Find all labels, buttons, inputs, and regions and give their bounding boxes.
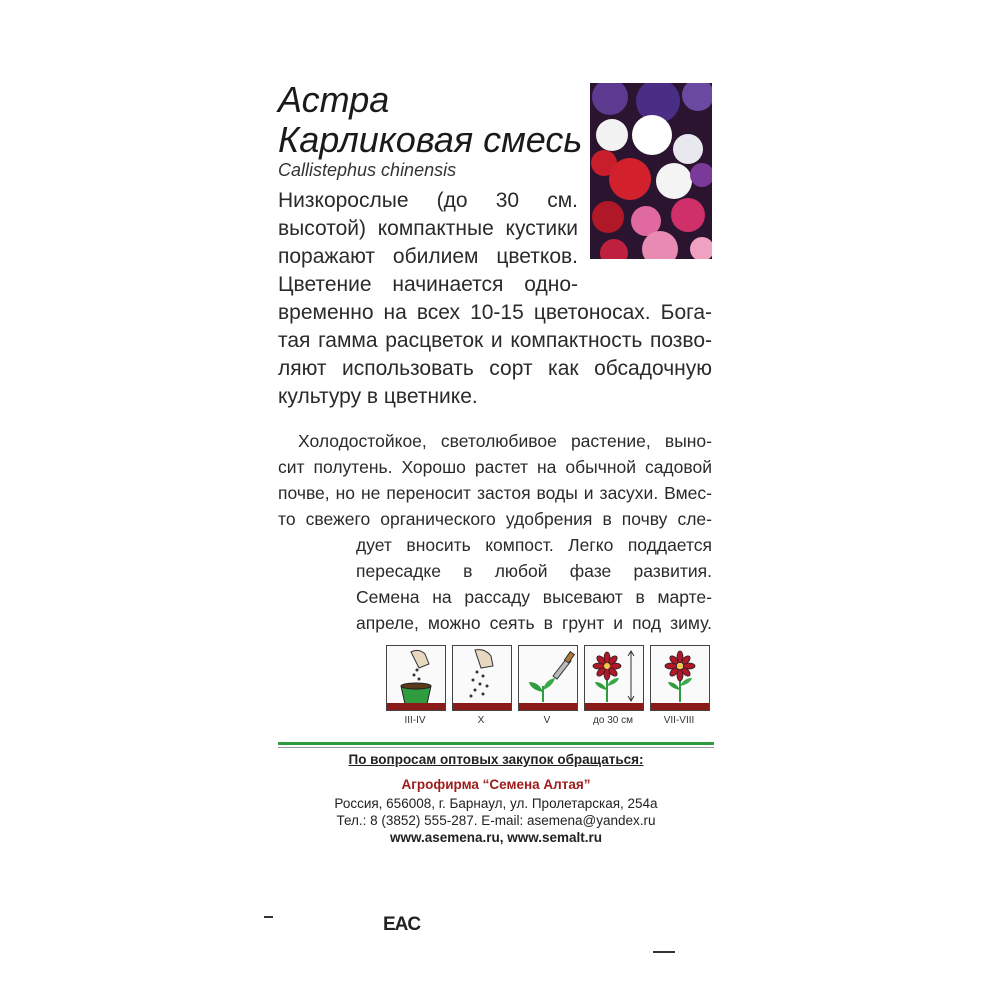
divider-green: [278, 742, 714, 745]
company-websites: www.asemena.ru, www.semalt.ru: [389, 830, 603, 845]
soil-strip: [453, 703, 511, 710]
description-para2-bottom: [356, 532, 712, 636]
latin-name: Callistephus chinensis: [278, 160, 457, 180]
flower-photo: [590, 83, 712, 259]
transplant-icon: [518, 645, 578, 711]
text-line: сит полутень. Хорошо растет на обычной садовой: [278, 457, 712, 477]
growing-pictograms: [386, 645, 710, 735]
text-line: поражают обилием цветков.: [278, 245, 578, 268]
crop-mark: [264, 916, 273, 918]
product-title-line1: Астра: [278, 79, 390, 120]
divider-gray: [278, 747, 714, 748]
text-line: высотой) компактные кустики: [278, 217, 578, 240]
soil-strip: [585, 703, 643, 710]
text-line: Холодостойкое, светолюбивое растение, выно-: [298, 431, 712, 451]
text-line: тая гамма расцветок и компактность позво-: [278, 329, 712, 352]
sowing-ground-icon: [452, 645, 512, 711]
company-address: Россия, 656008, г. Барнаул, ул. Пролетарская, 254а: [334, 796, 658, 811]
text-line: пересадке в любой фазе развития.: [356, 561, 712, 581]
soil-strip: [651, 703, 709, 710]
icon-label: VII-VIII: [663, 715, 695, 726]
description-para2-top: [278, 428, 712, 532]
soil-strip: [387, 703, 445, 710]
text-line: Цветение начинается одно-: [278, 273, 578, 296]
text-line: Семена на рассаду высевают в марте-: [356, 587, 712, 607]
sowing-pot-icon: [386, 645, 446, 711]
text-line: почве, но не переносит застоя воды и засухи. Вмес-: [278, 483, 712, 503]
text-line: культуру в цветнике.: [278, 385, 478, 408]
text-line: временно на всех 10-15 цветоносах. Бога-: [278, 301, 712, 324]
company-name: Агрофирма “Семена Алтая”: [401, 777, 591, 792]
soil-strip: [519, 703, 577, 710]
text-line: то свежего органического удобрения в почву сле-: [278, 509, 712, 529]
description-para1-top: [278, 187, 578, 299]
icon-label: X: [477, 715, 485, 726]
icon-label: V: [543, 715, 551, 726]
text-line: апреле, можно сеять в грунт и под зиму.: [356, 613, 712, 633]
product-title-line2: Карликовая смесь: [278, 119, 583, 160]
text-line: дует вносить компост. Легко поддается: [356, 535, 712, 555]
eac-mark: EAC: [383, 914, 421, 935]
height-icon: [584, 645, 644, 711]
company-phone-email: Тел.: 8 (3852) 555-287. E-mail: asemena@yandex.ru: [336, 813, 656, 828]
flowering-icon: [650, 645, 710, 711]
icon-label: III-IV: [404, 715, 426, 726]
wholesale-heading: По вопросам оптовых закупок обращаться:: [348, 752, 644, 767]
text-line: Низкорослые (до 30 см.: [278, 189, 578, 212]
icon-label: до 30 см: [593, 715, 633, 726]
text-line: ляют использовать сорт как обсадочную: [278, 357, 712, 380]
crop-mark: [653, 951, 675, 953]
description-para1-bottom: [278, 299, 712, 411]
